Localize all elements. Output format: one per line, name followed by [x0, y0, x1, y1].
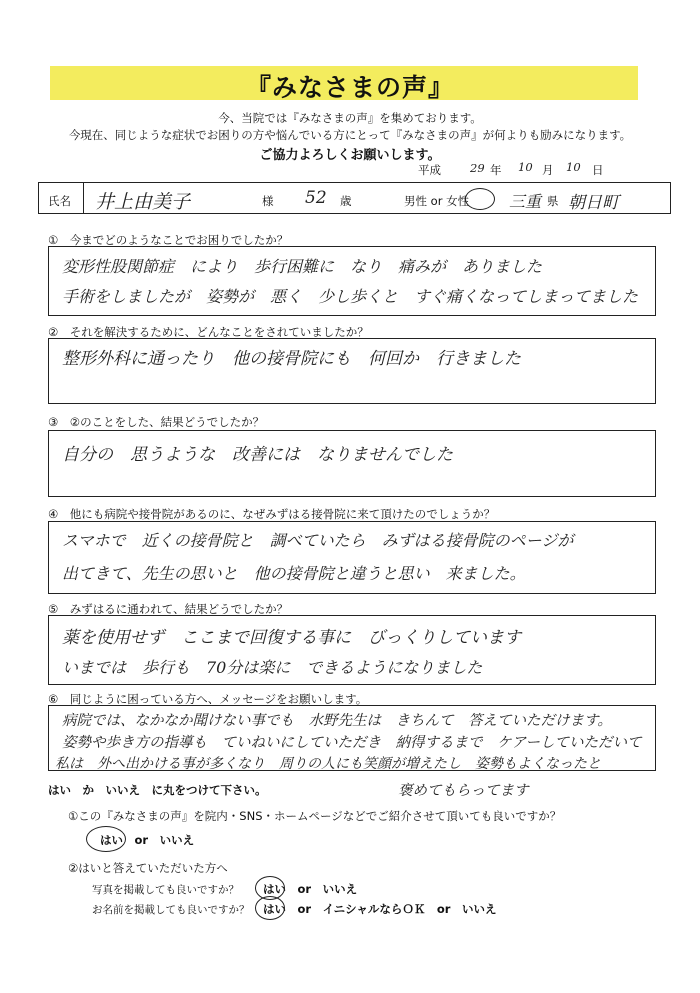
answer-6-line-4: 褒めてもらってます: [398, 783, 529, 799]
date-day: 10: [566, 160, 581, 174]
answer-6-line-2: 姿勢や歩き方の指導も ていねいにしていただき 納得するまで ケアーしていただいて: [62, 735, 642, 751]
question-2-label: ② それを解決するために、どんなことをされていましたか？: [48, 325, 369, 339]
gender-selected-circle: [465, 188, 495, 210]
answer-5-line-1: 薬を使用せず ここまで回復する事に びっくりしています: [62, 628, 521, 648]
date-month-label: 月: [542, 163, 554, 177]
intro-line-1: 今、当院では『みなさまの声』を集めております。: [218, 111, 482, 125]
name-label: 氏名: [48, 194, 71, 208]
consent-q1-options: はい or いいえ: [100, 833, 195, 847]
answer-4-line-1: スマホで 近くの接骨院と 調べていたら みずはる接骨院のページが: [62, 531, 574, 550]
prefecture-label: 県: [547, 194, 559, 208]
answer-3-line-1: 自分の 思うような 改善には なりませんでした: [62, 445, 453, 465]
consent-q1: ①この『みなさまの声』を院内・SNS・ホームページなどでご紹介させて頂いても良いですか？: [68, 809, 562, 823]
honorific: 様: [262, 194, 274, 208]
age-label: 歳: [340, 194, 352, 208]
customer-name: 井上由美子: [95, 191, 191, 213]
answer-6-line-1: 病院では、なかなか聞けない事でも 水野先生は きちんて 答えていただけます。: [62, 713, 612, 729]
consent-name-options: はい or イニシャルならＯＫ or いいえ: [263, 902, 497, 916]
date-year-label: 年: [490, 163, 502, 177]
question-5-label: ⑤ みずはるに通われて、結果どうでしたか？: [48, 602, 289, 616]
gender-options: 男性 or 女性: [404, 194, 470, 208]
intro-line-2: 今現在、同じような症状でお困りの方や悩んでいる方にとって『みなさまの声』が何よりも励みになります。: [68, 128, 632, 142]
consent-name-question: お名前を掲載しても良いですか？: [92, 904, 250, 916]
consent-q2: ②はいと答えていただいた方へ: [68, 861, 228, 875]
age-value: 52: [305, 188, 327, 208]
question-6-label: ⑥ 同じように困っている方へ、メッセージをお願いします。: [48, 692, 368, 706]
q1-yes-circle: [86, 826, 126, 852]
date-month: 10: [518, 160, 533, 174]
consent-photo-options: はい or いいえ: [263, 882, 358, 896]
answer-1-line-1: 変形性股関節症 により 歩行困難に なり 痛みが ありました: [62, 257, 543, 276]
town: 朝日町: [568, 193, 619, 213]
date-year: 29: [470, 161, 485, 175]
question-1-label: ① 今までどのようなことでお困りでしたか？: [48, 233, 289, 247]
prefecture: 三重: [509, 192, 542, 211]
consent-instruction: はい か いいえ に丸をつけて下さい。: [48, 783, 267, 797]
answer-1-line-2: 手術をしましたが 姿勢が 悪く 少し歩くと すぐ痛くなってしまってました: [62, 287, 639, 306]
page-title: 『みなさまの声』: [245, 73, 454, 102]
answer-5-line-2: いまでは 歩行も 70分は楽に できるようになりました: [62, 658, 483, 677]
consent-photo-question: 写真を掲載しても良いですか？: [92, 884, 239, 896]
date-day-label: 日: [592, 163, 604, 177]
answer-2-line-1: 整形外科に通ったり 他の接骨院にも 何回か 行きました: [62, 349, 521, 369]
name-yes-circle: [255, 896, 285, 920]
question-4-label: ④ 他にも病院や接骨院があるのに、なぜみずはる接骨院に来て頂けたのでしょうか？: [48, 507, 496, 521]
answer-6-line-3: 私は 外へ出かける事が多くなり 周りの人にも笑顔が増えたし 姿勢もよくなったと: [55, 756, 601, 772]
intro-line-3: ご協力よろしくお願いします。: [259, 148, 441, 163]
date-era: 平成: [418, 163, 441, 177]
answer-4-line-2: 出てきて、先生の思いと 他の接骨院と違うと思い 来ました。: [62, 564, 526, 583]
question-3-label: ③ ②のことをした、結果どうでしたか？: [48, 415, 265, 429]
